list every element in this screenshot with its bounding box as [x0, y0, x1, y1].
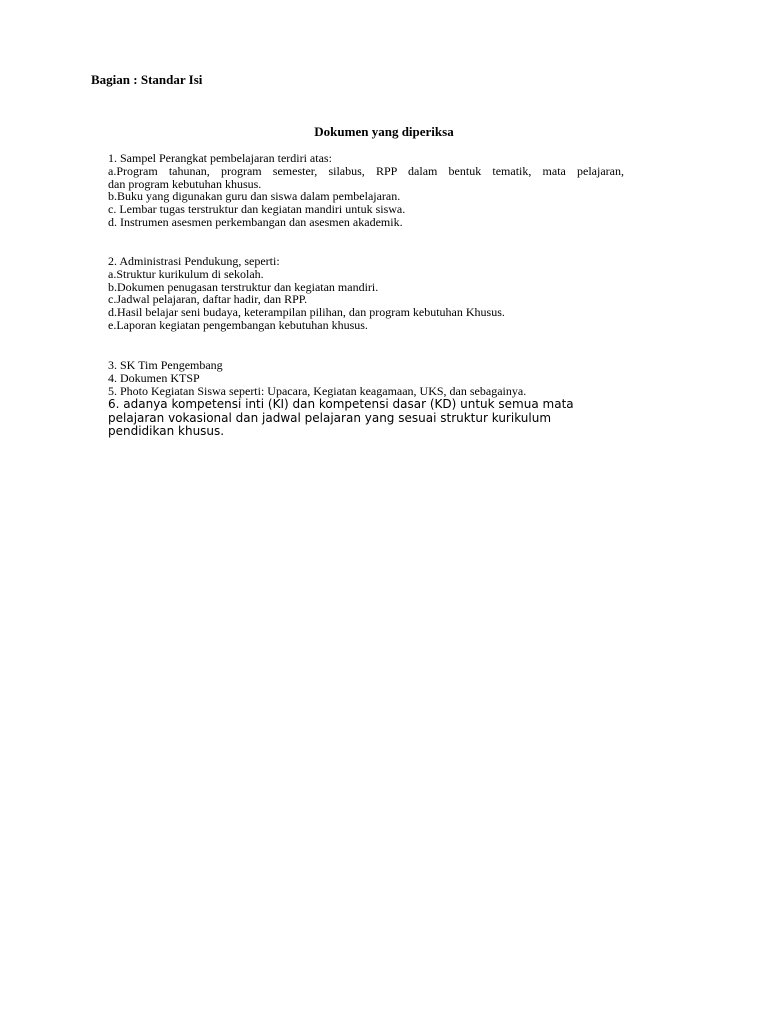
- section-2-heading: 2. Administrasi Pendukung, seperti:: [108, 254, 280, 268]
- section-1-item-a-line-1: a.Program tahunan, program semester, silabus, RPP dalam bentuk tematik, mata pelajaran,: [108, 163, 624, 178]
- section-2-item-b: b.Dokumen penugasan terstruktur dan kegiatan mandiri.: [108, 279, 379, 294]
- document-title: Dokumen yang diperiksa: [314, 124, 454, 139]
- section-1-heading: 1. Sampel Perangkat pembelajaran terdiri atas:: [108, 151, 332, 165]
- section-1-item-d: d. Instrumen asesmen perkembangan dan asesmen akademik.: [108, 214, 403, 229]
- list-item-6-line-3: pendidikan khusus.: [108, 424, 225, 439]
- list-item-4: 4. Dokumen KTSP: [108, 370, 200, 385]
- section-3-other-documents: [108, 359, 624, 397]
- section-1-sample-learning-tools: [108, 152, 624, 229]
- list-item-3: 3. SK Tim Pengembang: [108, 358, 223, 372]
- section-1-item-b: b.Buku yang digunakan guru dan siswa dalam pembelajaran.: [108, 189, 401, 204]
- section-2-item-e: e.Laporan kegiatan pengembangan kebutuhan khusus.: [108, 317, 368, 332]
- section-heading: Bagian : Standar Isi: [91, 72, 203, 87]
- section-2-supporting-administration: [108, 255, 624, 332]
- list-item-6: [108, 398, 648, 439]
- list-item-5: 5. Photo Kegiatan Siswa seperti: Upacara, Kegiatan keagamaan, UKS, dan sebagainya.: [108, 383, 527, 398]
- list-item-6-line-1: 6. adanya kompetensi inti (KI) dan kompetensi dasar (KD) untuk semua mata: [108, 397, 574, 411]
- list-item-6-line-2: pelajaran vokasional dan jadwal pelajaran yang sesuai struktur kurikulum: [108, 410, 552, 425]
- section-2-item-d: d.Hasil belajar seni budaya, keterampilan pilihan, dan program kebutuhan Khusus.: [108, 305, 505, 320]
- section-2-item-c: c.Jadwal pelajaran, daftar hadir, dan RPP.: [108, 292, 308, 307]
- section-2-item-a: a.Struktur kurikulum di sekolah.: [108, 266, 264, 281]
- section-1-item-c: c. Lembar tugas terstruktur dan kegiatan mandiri untuk siswa.: [108, 202, 406, 217]
- section-1-item-a-line-2: dan program kebutuhan khusus.: [108, 176, 262, 191]
